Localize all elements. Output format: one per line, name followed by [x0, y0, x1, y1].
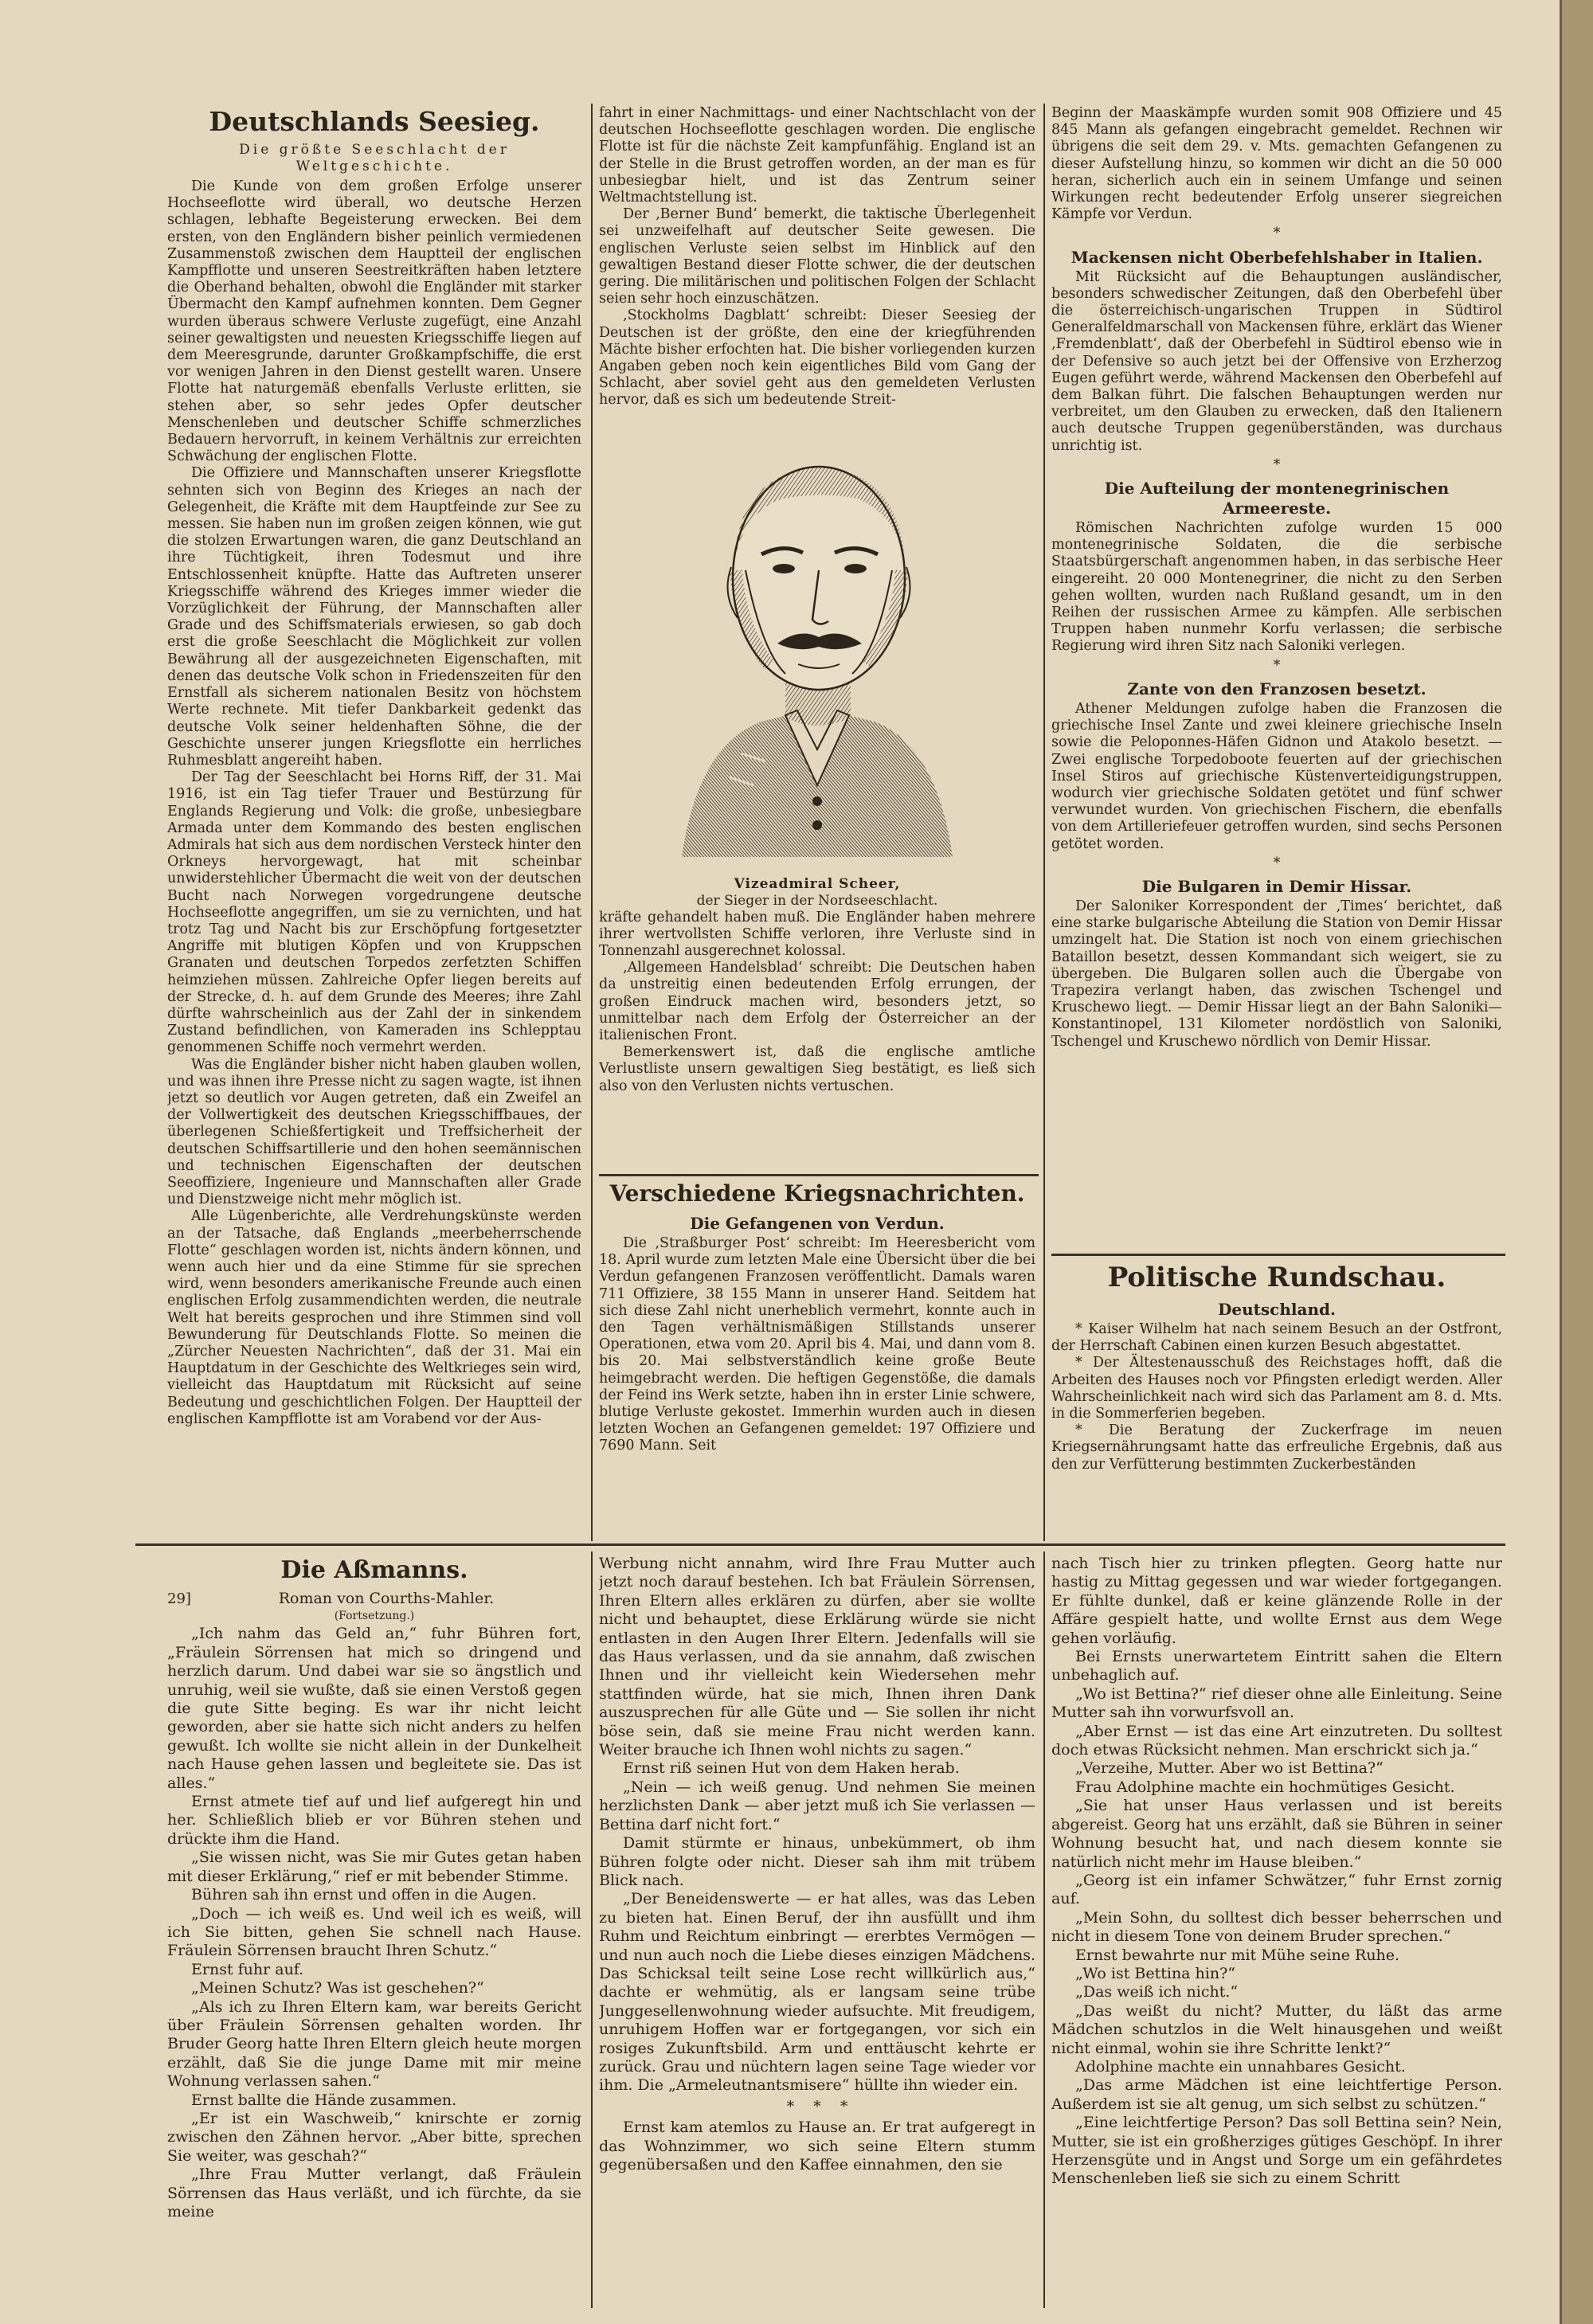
paragraph: „Ich nahm das Geld an,“ fuhr Bühren fort, „Fräulein Sörrensen hat mich so dringend und herzlich darum. Und dabei war sie so ängstlich und unruhig, weil sie wußte, daß sie einen Verstoß gegen die gute Sitte beging. Es war ihr nicht leicht geworden, aber sie hatte sich nicht anders zu helfen gewußt. Ich wollte sie nicht allein in der Dunkelheit nach Hause gehen lassen und begleitete sie. Das ist alles.“	[167, 1625, 581, 1792]
paragraph: Römischen Nachrichten zufolge wurden 15 000 montenegrinische Soldaten, die die serbische Staatsbürgerschaft angenommen haben, in das serbische Heer eingereiht. 20 000 Montenegriner, die nicht zu den Serben gehen wollten, wurden nach Rußland gesandt, um in den Reihen der russischen Armee zu kämpfen. Alle serbischen Truppen haben nunmehr Korfu verlassen; die serbische Regierung wird ihren Sitz nach Saloniki verlegen.	[1051, 520, 1502, 655]
paragraph: Ernst ballte die Hände zusammen.	[191, 2091, 457, 2109]
kriegsnachrichten-column	[599, 1179, 1035, 1541]
separator-star: *	[1273, 657, 1281, 674]
paragraph: kräfte gehandelt haben muß. Die Engländer haben mehrere ihrer wertvollsten Schiffe verloren, ihre Verluste sind in Tonnenzahl ausgerechnet kolossal.	[599, 909, 1035, 960]
paragraph: „Das weißt du nicht? Mutter, du läßt das arme Mädchen schutzlos in die Welt hinausgehen und weißt nicht einmal, wohin sie ihre Schritte lenkt?“	[1051, 2001, 1502, 2057]
article-subtitle: Die größte Seeschlacht der Weltgeschichte.	[239, 142, 510, 174]
column-rule	[1043, 104, 1045, 1541]
column-rule	[1043, 1551, 1045, 2308]
paragraph: Mit Rücksicht auf die Behauptungen ausländischer, besonders schwedischer Zeitungen, daß den Oberbefehl über die österreichisch-ungarischen Truppen in Südtirol Generalfeldmarschall von Mackensen führe, erklärt das Wiener ‚Fremdenblatt‘, daß der Oberbefehl in Südtirol ebenso wie in der Defensive so auch jetzt bei der Offensive von Erzherzog Eugen geführt werde, während Mackensen den Oberbefehl auf dem Balkan führt. Die falschen Behauptungen werden nur verbreitet, um den Glauben zu erwecken, daß den Italienern auch deutsche Truppen gegenüberständen, was durchaus unrichtig ist.	[1051, 268, 1502, 454]
paragraph: Alle Lügenberichte, alle Verdrehungskünste werden an der Tatsache, daß Englands „meerbeherrschende Flotte“ geschlagen worden ist, nichts ändern können, und wenn auch hier und da eine Stimme für sie sprechen wird, wenn besonders amerikanische Freunde auch einen englischen Erfolg zusammendichten werden, die neutrale Welt hat bereits gesprochen und ihre Stimmen sind voll Bewunderung für Deutschlands Flotte. So meinen die „Zürcher Neuesten Nachrichten“, daß der 31. Mai ein Hauptdatum in der Geschichte des Weltkrieges sein wird, vielleicht das Hauptdatum mit Rücksicht auf seine Bedeutung und geschichtlichen Folgen. Der Hauptteil der englischen Kampfflotte ist am Vorabend vor der Aus-	[167, 1208, 581, 1427]
paragraph: Bühren sah ihn ernst und offen in die Augen.	[191, 1886, 537, 1904]
paragraph: * Kaiser Wilhelm hat nach seinem Besuch an der Ostfront, der Herrschaft Cabinen einen kurzen Besuch abgestattet.	[1051, 1321, 1502, 1355]
feuilleton-column-2	[599, 1555, 1035, 2311]
paragraph: Adolphine machte ein unnahbares Gesicht.	[1075, 2057, 1406, 2076]
portrait-caption-desc: der Sieger in der Nordseeschlacht.	[696, 892, 938, 909]
paragraph: Die Kunde von dem großen Erfolge unserer Hochseeflotte wird überall, wo deutsche Herzen schlagen, lebhafte Begeisterung erwecken. Bei dem ersten, von den Engländern bisher peinlich vermiedenen Zusammenstoß zwischen dem Hauptteil der englischen Kampfflotte und unseren Seestreitkräften haben letztere die Oberhand behalten, obwohl die Engländer mit starker Übermacht den Kampf aufnehmen konnten. Dem Gegner wurden überaus schwere Verluste zugefügt, eine Anzahl seiner gewaltigsten und neuesten Kriegsschiffe liegen auf dem Meeresgrunde, darunter Großkampfschiffe, die erst vor wenigen Jahren in den Dienst gestellt waren. Unsere Flotte hat naturgemäß ebenfalls Verluste erlitten, sie stehen aber, so sehr jedes Opfer deutscher Menschenleben und deutscher Schiffe schmerzliches Bedauern hervorruft, in keinem Verhältnis zur erreichten Schwächung der englischen Flotte.	[167, 178, 581, 465]
paragraph: Ernst riß seinen Hut von dem Haken herab.	[623, 1759, 960, 1778]
serial-title: Die Aßmanns.	[280, 1556, 468, 1584]
paragraph: „Nein — ich weiß genug. Und nehmen Sie meinen herzlichsten Dank — aber jetzt muß ich Sie verlassen — Bettina darf nicht fort.“	[599, 1778, 1035, 1833]
feuilleton-divider	[135, 1543, 1505, 1546]
section-title: Politische Rundschau.	[1107, 1262, 1446, 1293]
paragraph: Ernst bewahrte nur mit Mühe seine Ruhe.	[1075, 1946, 1400, 1964]
paragraph: „Wo ist Bettina?“ rief dieser ohne alle Einleitung. Seine Mutter sah ihn vorwurfsvoll an.	[1051, 1684, 1502, 1722]
separator-stars: * * *	[786, 2097, 848, 2115]
subsection-heading: Die Gefangenen von Verdun.	[690, 1214, 945, 1233]
paragraph: Ernst fuhr auf.	[191, 1960, 304, 1978]
paragraph: Was die Engländer bisher nicht haben glauben wollen, und was ihnen ihre Presse nicht zu sagen wagte, ist ihnen jetzt so deutlich vor Augen getreten, daß ein Zweifel an der Vollwertigkeit des deutschen Kriegsschiffbaues, der überlegenen Schießfertigkeit und Treffsicherheit der deutschen Schiffsartillerie und den hohen seemännischen und technischen Eigenschaften der deutschen Seeoffiziere, Ingenieure und Mannschaften aller Grade und Dienstzweige nicht mehr möglich ist.	[167, 1056, 581, 1208]
paragraph: Werbung nicht annahm, wird Ihre Frau Mutter auch jetzt noch darauf bestehen. Ich bat Fräulein Sörrensen, Ihren Eltern alles erklären zu dürfen, aber sie wollte nicht und behauptet, diese Erklärung würde sie nicht entlasten in den Augen Ihrer Eltern. Jedenfalls will sie das Haus verlassen, und da sie annahm, daß zwischen Ihnen und ihr vielleicht kein Wiedersehen mehr stattfinden würde, hat sie mich, Ihnen ihren Dank auszusprechen für alle Güte und — Sie sollen ihr nicht böse sein, daß sie meine Frau nicht werden kann. Weiter brauche ich Ihnen wohl nichts zu sagen.“	[599, 1555, 1035, 1759]
feuilleton-column-1	[167, 1555, 581, 2311]
paragraph: „Als ich zu Ihren Eltern kam, war bereits Gericht über Fräulein Sörrensen gehalten worden. Ihr Bruder Georg hatte Ihren Eltern gleich heute morgen erzählt, daß Sie die junge Dame mit mir meine Wohnung verlassen sahen.“	[167, 1997, 581, 2091]
portrait-caption-name: Vizeadmiral Scheer,	[734, 875, 901, 892]
column-rule	[591, 104, 593, 1541]
paragraph: „Sie hat unser Haus verlassen und ist bereits abgereist. Georg hat uns erzählt, daß sie Bühren in seiner Wohnung besucht hat, und nach diesem konnte sie natürlich nicht mehr im Hause bleiben.“	[1051, 1797, 1502, 1871]
section-divider	[1051, 1254, 1505, 1256]
paragraph: Ernst atmete tief auf und lief aufgeregt hin und her. Schließlich blieb er vor Bühren stehen und drückte ihm die Hand.	[167, 1793, 581, 1848]
paragraph: ‚Allgemeen Handelsblad‘ schreibt: Die Deutschen haben da unstreitig einen bedeutenden Erfolg errungen, der großen Eindruck machen wird, besonders jetzt, so unmittelbar nach dem Erfolg der Österreicher an der italienischen Front.	[599, 960, 1035, 1044]
paragraph: „Der Beneidenswerte — er hat alles, was das Leben zu bieten hat. Einen Beruf, der ihn ausfüllt und ihm Ruhm und Reichtum einbringt — ererbtes Vermögen — und nun auch noch die Liebe dieses einzigen Mädchens. Das Schicksal teilt seine Lose recht willkürlich aus,“ dachte er wehmütig, als er langsam seine trübe Junggesellenwohnung wieder aufsuchte. Mit freudigem, unruhigem Hoffen war er fortgegangen, vor sich ein rosiges Zukunftsbild. Arm und enttäuscht kehrte er zurück. Grau und nüchtern lagen seine Tage wieder vor ihm. Die „Armeleutnantsmisere“ hüllte ihn wieder ein.	[599, 1890, 1035, 2095]
column-rule	[591, 1551, 593, 2308]
seesieg-column-2	[599, 105, 1035, 1174]
serial-byline-row	[167, 1590, 581, 1608]
paragraph: „Das arme Mädchen ist eine leichtfertige Person. Außerdem ist sie alt genug, um sich selbst zu schützen.“	[1051, 2076, 1502, 2113]
paragraph: Die ‚Straßburger Post‘ schreibt: Im Heeresbericht vom 18. April wurde zum letzten Male eine Übersicht über die bei Verdun gefangenen Franzosen veröffentlicht. Damals waren 711 Offiziere, 38 155 Mann in unserer Hand. Seitdem hat sich diese Zahl nicht unerheblich vermehrt, konnte auch in den Tagen verhältnismäßigen Stillstands unserer Operationen, etwa vom 20. April bis 4. Mai, und dann vom 8. bis 20. Mai selbstverständlich keine große Beute heimgebracht werden. Die heftigen Gegenstöße, die damals der Feind ins Werk setzte, haben ihn in erster Linie schwere, blutige Verluste gekostet. Immerhin wurden auch in diesen letzten Wochen an Gefangenen gemeldet: 197 Offiziere und 7690 Mann. Seit	[599, 1235, 1035, 1454]
paragraph: „Verzeihe, Mutter. Aber wo ist Bettina?“	[1075, 1759, 1384, 1778]
paragraph: „Aber Ernst — ist das eine Art einzutreten. Du solltest doch etwas Rücksicht nehmen. Man erschrickt sich ja.“	[1051, 1722, 1502, 1759]
paragraph: „Meinen Schutz? Was ist geschehen?“	[191, 1979, 484, 1997]
section-divider	[599, 1174, 1039, 1176]
paragraph: * Die Beratung der Zuckerfrage im neuen Kriegsernährungsamt hatte das erfreuliche Ergebnis, daß aus den zur Verfütterung bestimmten Zuckerbeständen	[1051, 1422, 1502, 1473]
paragraph: Ernst kam atemlos zu Hause an. Er trat aufgeregt in das Wohnzimmer, wo sich seine Eltern stumm gegenübersaßen und den Kaffee einnahmen, den sie	[599, 2119, 1035, 2173]
paragraph: Der Tag der Seeschlacht bei Horns Riff, der 31. Mai 1916, ist ein Tag tiefer Trauer und Bestürzung für Englands Regierung und Volk: die große, unbesiegbare Armada unter dem Kommando des besten englischen Admirals hat sich aus dem nordischen Versteck hinter den Orkneys hervorgewagt, hat mit scheinbar unwiderstehlicher Übermacht die weit von der deutschen Bucht nach Norwegen vorgedrungene deutsche Hochseeflotte angegriffen, um sie zu vernichten, und hat trotz Tag und Nacht bis zur Erschöpfung fortgesetzter Angriffe mit blutigen Köpfen und von Kruppschen Granaten und deutschen Torpedos zerfetzten Schiffen heimziehen müssen. Zahlreiche Opfer liegen bereits auf der Strecke, d. h. auf dem Grunde des Meeres; ihre Zahl dürfte wahrscheinlich aus der Zahl der in sinkendem Zustand befindlichen, von Kameraden ins Schlepptau genommenen Schiffe noch vermehrt werden.	[167, 769, 581, 1056]
serial-number: 29]	[167, 1590, 191, 1607]
paragraph: ‚Stockholms Dagblatt‘ schreibt: Dieser Seesieg der Deutschen ist der größte, den eine der kriegführenden Mächte bisher erfochten hat. Die bisher vorliegenden kurzen Angaben geben noch kein eigentliches Bild vom Gang der Schlacht, aber soviel geht aus den gemeldeten Verlusten hervor, daß es sich um bedeutende Streit-	[599, 307, 1035, 409]
paragraph: „Ihre Frau Mutter verlangt, daß Fräulein Sörrensen das Haus verläßt, und ich fürchte, da sie meine	[167, 2166, 581, 2220]
paragraph: Bemerkenswert ist, daß die englische amtliche Verlustliste unsern gewaltigen Sieg bestätigt, es ließ sich also von den Verlusten nichts vertuschen.	[599, 1044, 1035, 1094]
paragraph: „Doch — ich weiß es. Und weil ich es weiß, will ich Sie bitten, gehen Sie schnell nach Hause. Fräulein Sörrensen braucht Ihren Schutz.“	[167, 1904, 581, 1960]
paragraph: „Das weiß ich nicht.“	[1075, 1983, 1239, 2001]
paragraph: „Mein Sohn, du solltest dich besser beherrschen und nicht in diesem Tone von deinem Bruder sprechen.“	[1051, 1908, 1502, 1946]
feuilleton-column-3	[1051, 1555, 1502, 2311]
paragraph: fahrt in einer Nachmittags- und einer Nachtschlacht von der deutschen Hochseeflotte geschlagen worden. Die englische Flotte ist für die nächste Zeit kampfunfähig. England ist an der Stelle in die Brust getroffen worden, an der man es für unbesiegbar hielt, und ist das Zentrum seiner Weltmachtstellung ist.	[599, 105, 1035, 206]
subsection-heading: Mackensen nicht Oberbefehlshaber in Italien.	[1070, 247, 1483, 267]
separator-star: *	[1273, 456, 1281, 473]
rundschau-column	[1051, 1260, 1502, 1540]
portrait-scheer-engraving	[666, 411, 969, 873]
paragraph: „Eine leichtfertige Person? Das soll Bettina sein? Nein, Mutter, sie ist ein großherziges gütiges Geschöpf. In ihrer Herzensgüte und in Angst und Sorge um ein gefährdetes Menschenleben ließ sie sich zu einem Schritt	[1051, 2114, 1502, 2188]
section-title: Verschiedene Kriegsnachrichten.	[609, 1180, 1025, 1207]
separator-star: *	[1273, 225, 1281, 242]
article-title: Deutschlands Seesieg.	[209, 106, 540, 137]
paragraph: Damit stürmte er hinaus, unbekümmert, ob ihm Bühren folgte oder nicht. Dieser sah ihm mit trübem Blick nach.	[599, 1834, 1035, 1889]
paragraph: Die Offiziere und Mannschaften unserer Kriegsflotte sehnten sich von Beginn des Krieges an nach der Gelegenheit, die Kräfte mit dem Hauptfeinde zur See zu messen. Sie haben nun im großen zeigen können, wie gut die stolzen Erwartungen waren, die ganz Deutschland an ihre Tüchtigkeit, ihren Todesmut und ihre Entschlossenheit knüpfte. Hatte das Auftreten unserer Kriegsschiffe während des Krieges immer wieder die Vorzüglichkeit der Führung, der Mannschaften aller Grade und des Schiffsmaterials erwiesen, so gab doch erst die große Seeschlacht die Möglichkeit zur vollen Bewährung all der ausgezeichneten Eigenschaften, mit denen das deutsche Volk schon in Friedenszeiten für den Ernstfall als sicherem nationalen Besitz von höchstem Werte rechnete. Mit tiefer Dankbarkeit gedenkt das deutsche Volk seiner heldenhaften Söhne, die der Geschichte unserer jungen Kriegsflotte ein herrliches Ruhmesblatt angereiht haben.	[167, 465, 581, 769]
paragraph: Frau Adolphine machte ein hochmütiges Gesicht.	[1075, 1778, 1455, 1796]
paragraph: Der ‚Berner Bund‘ bemerkt, die taktische Überlegenheit sei unzweifelhaft auf deutscher Seite gewesen. Die englischen Verluste seien selbst im Hinblick auf den gewaltigen Bestand dieser Flotte schwer, die der deutschen gering. Die militärischen und politischen Folgen der Schlacht seien sehr hoch einzuschätzen.	[599, 206, 1035, 307]
separator-star: *	[1273, 855, 1281, 871]
paragraph: „Georg ist ein infamer Schwätzer,“ fuhr Ernst zornig auf.	[1051, 1871, 1502, 1908]
paragraph: * Der Ältestenausschuß des Reichstages hofft, daß die Arbeiten des Hauses noch vor Pfingsten erledigt werden. Aller Wahrscheinlichkeit nach wird sich das Parlament am 8. d. Mts. in die Sommerferien begeben.	[1051, 1355, 1502, 1422]
paragraph: „Sie wissen nicht, was Sie mir Gutes getan haben mit dieser Erklärung,“ rief er mit bebender Stimme.	[167, 1849, 581, 1885]
subsection-heading: Die Aufteilung der montenegrinischen Armeereste.	[1104, 479, 1450, 518]
news-column-3	[1051, 105, 1502, 1252]
page-binding-edge	[1560, 0, 1593, 2324]
paragraph: „Er ist ein Waschweib,“ knirschte er zornig zwischen den Zähnen hervor. „Aber bitte, sprechen Sie weiter, was geschah?“	[167, 2109, 581, 2165]
paragraph: Athener Meldungen zufolge haben die Franzosen die griechische Insel Zante und zwei kleinere griechische Inseln sowie die Peloponnes-Häfen Gidnon und Atakolo besetzt. — Zwei englische Torpedoboote feuerten auf der griechischen Insel Stiros auf griechische Küstenverteidigungstruppen, wodurch vier griechische Soldaten getötet und fünf schwer verwundet wurden. Von griechischen Fischern, die ebenfalls von dem Artilleriefeuer getroffen wurden, sind sechs Personen getötet worden.	[1051, 700, 1502, 852]
paragraph: Der Saloniker Korrespondent der ‚Times‘ berichtet, daß eine starke bulgarische Abteilung die Station von Demir Hissar umzingelt hat. Die Station ist noch von einem griechischen Bataillon besetzt, dessen Kommandant sich weigert, sie zu übergeben. Die Bulgaren sollen auch die Übergabe von Trapezira verlangt haben, das zwischen Tschengel und Kruschewo liegt. — Demir Hissar liegt an der Bahn Saloniki—Konstantinopel, 131 Kilometer nordöstlich von Saloniki, Tschengel und Kruschewo nördlich von Demir Hissar.	[1051, 898, 1502, 1050]
paragraph: Beginn der Maaskämpfe wurden somit 908 Offiziere und 45 845 Mann als gefangen eingebracht gemeldet. Rechnen wir übrigens die seit dem 29. v. Mts. gemachten Gefangenen zu dieser Aufstellung hinzu, so kommen wir dicht an die 50 000 heran, sicherlich auch ein in seinem Umfange und seinen Wirkungen recht bedeutender Erfolg unserer siegreichen Kämpfe vor Verdun.	[1051, 105, 1502, 223]
subsection-heading: Die Bulgaren in Demir Hissar.	[1141, 876, 1412, 896]
paragraph: nach Tisch hier zu trinken pflegten. Georg hatte nur hastig zu Mittag gegessen und war wieder fortgegangen. Er fühlte dunkel, daß er keine glänzende Rolle in der Affäre gespielt hatte, und wollte Ernst aus dem Wege gehen vorläufig.	[1051, 1555, 1502, 1647]
serial-continuation: (Fortsetzung.)	[334, 1610, 415, 1623]
seesieg-column-1	[167, 105, 581, 1539]
paragraph: „Wo ist Bettina hin?“	[1075, 1964, 1235, 1982]
subsection-heading: Zante von den Franzosen besetzt.	[1127, 679, 1427, 698]
paragraph: Bei Ernsts unerwartetem Eintritt sahen die Eltern unbehaglich auf.	[1051, 1648, 1502, 1684]
serial-byline: Roman von Courths-Mahler.	[278, 1590, 495, 1607]
subsection-heading: Deutschland.	[1218, 1300, 1336, 1319]
